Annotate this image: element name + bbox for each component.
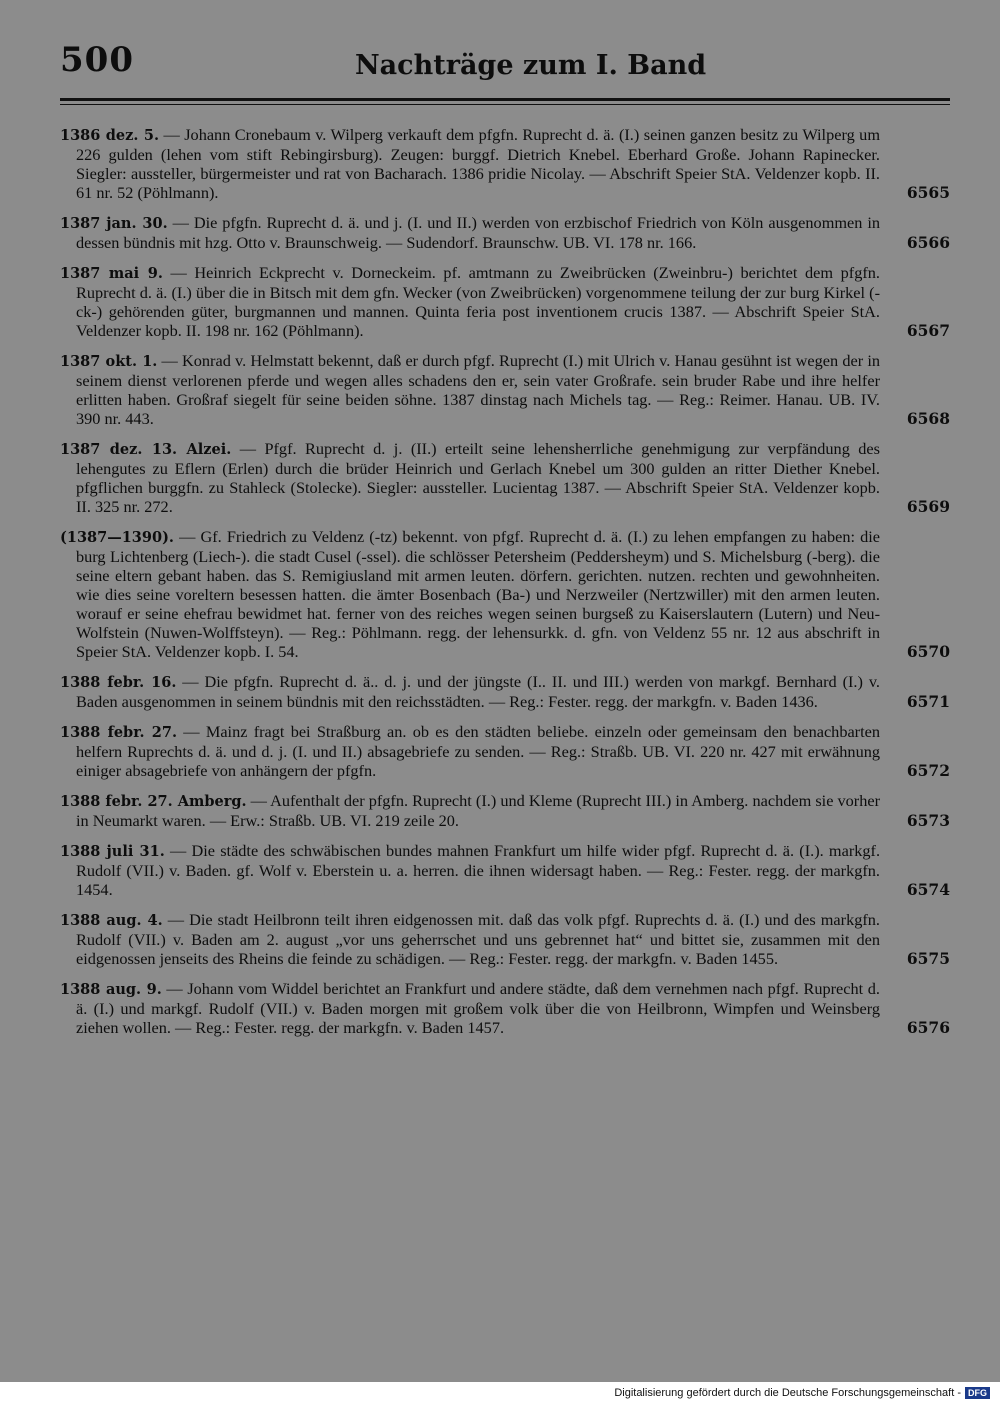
list-item <box>60 979 950 1037</box>
entry-date: 1387 jan. 30. <box>60 215 168 232</box>
entry-number: 6568 <box>906 409 950 428</box>
list-item <box>60 125 950 202</box>
entry-number: 6574 <box>906 880 950 899</box>
entry-number: 6567 <box>906 321 950 340</box>
page-number: 500 <box>60 40 134 80</box>
entry-number: 6565 <box>906 183 950 202</box>
entry-text: — Die pfgfn. Ruprecht d. ä. und j. (I. und II.) werden von erzbischof Friedrich von Köln ausgenommen in dessen bündnis mit hzg. Otto v. Braunschweig. — Sudendorf. Braunschw. UB. VI. 178 nr. 166. <box>76 213 880 252</box>
entry-number: 6576 <box>906 1018 950 1037</box>
entry-date: 1388 febr. 27. Amberg. <box>60 793 247 810</box>
list-item <box>60 672 950 711</box>
list-item <box>60 263 950 340</box>
entry-number: 6575 <box>906 949 950 968</box>
entry-text: — Heinrich Eckprecht v. Dorneckeim. pf. amtmann zu Zweibrücken (Zweinbru-) berichtet dem pfgfn. Ruprecht d. ä. (I.) über die in Bitsch mit dem gfn. Wecker (von Zweibrücken) vorgenommene teilung der zur burg Kirkel (-ck-) gehörenden güter, burgmannen und mannen. Quinta feria post inventionem crucis 1387. — Abschrift Speier StA. Veldenzer kopb. II. 198 nr. 162 (Pöhlmann). <box>76 263 880 340</box>
entry-text: — Mainz fragt bei Straßburg an. ob es den städten beliebe. einzeln oder gemeinsam den benachbarten helfern Ruprechts d. ä. und d. j. (I. und II.) absagebriefe zu senden. — Reg.: Straßb. UB. VI. 220 nr. 427 mit erwähnung einiger absagebriefe von anhängern der pfgfn. <box>76 722 880 780</box>
entry-date: 1388 juli 31. <box>60 843 165 860</box>
entry-text: — Johann vom Widdel berichtet an Frankfurt und andere städte, daß dem vernehmen nach pfgf. Ruprecht d. ä. (I.) und markgf. Rudolf (VII.) v. Baden morgen mit großem volk über die von Heilbronn, Wimpfen und Weinsberg ziehen wollen. — Reg.: Fester. regg. der markgfn. v. Baden 1457. <box>76 979 880 1037</box>
entry-text: — Aufenthalt der pfgfn. Ruprecht (I.) und Kleme (Ruprecht III.) in Amberg. nachdem sie vorher in Neumarkt waren. — Erw.: Straßb. UB. VI. 219 zeile 20. <box>76 791 881 830</box>
list-item <box>60 439 950 516</box>
list-item <box>60 527 950 661</box>
footer-credit <box>614 1387 990 1399</box>
list-item <box>60 351 950 428</box>
entry-date: 1387 okt. 1. <box>60 353 158 370</box>
footer-text: Digitalisierung gefördert durch die Deutsche Forschungsgemeinschaft - <box>614 1387 961 1399</box>
entry-text: — Die stadt Heilbronn teilt ihren eidgenossen mit. daß das volk pfgf. Ruprechts d. ä. (I.) und des markgfn. Rudolf (VII.) v. Baden am 2. august „vor uns geherrschet und uns gebrennet hat“ und bittet sie, zusammen mit den eidgenossen jenseits des Rheins die feinde zu schädigen. — Reg.: Fester. regg. der markgfn. v. Baden 1455. <box>76 910 880 968</box>
list-item <box>60 722 950 780</box>
entry-number: 6573 <box>906 811 950 830</box>
entry-text: — Konrad v. Helmstatt bekennt, daß er durch pfgf. Ruprecht (I.) mit Ulrich v. Hanau gesühnt ist wegen der in seinem dienst verlorenen pferde und wegen alles schadens den er, sein vater Großrafe. sein bruder Rabe und ihre helfer erlitten haben. Großraf siegelt für seine beiden söhne. 1387 dinstag nach Michels tag. — Reg.: Reimer. Hanau. UB. IV. 390 nr. 443. <box>76 351 880 428</box>
entry-number: 6572 <box>906 761 950 780</box>
entries-list <box>60 125 950 1048</box>
entry-text: — Die städte des schwäbischen bundes mahnen Frankfurt um hilfe wider pfgf. Ruprecht d. ä. (I.). markgf. Rudolf (VII.) v. Baden. gf. Wolf v. Eberstein u. a. herren. die ihnen widersagt haben. — Reg.: Fester. regg. der markgfn. 1454. <box>76 841 881 899</box>
entry-date: 1387 mai 9. <box>60 265 163 282</box>
header-rule <box>60 98 950 101</box>
page-title: Nachträge zum I. Band <box>355 50 707 81</box>
dfg-logo-icon: DFG <box>965 1387 990 1399</box>
entry-number: 6570 <box>906 642 950 661</box>
entry-text: — Johann Cronebaum v. Wilperg verkauft dem pfgfn. Ruprecht d. ä. (I.) seinen ganzen besitz zu Wilperg um 226 gulden (lehen vom stift Rebingirsburg). Zeugen: burggf. Dietrich Knebel. Eberhard Große. Johann Rapinecker. Siegler: aussteller, bürgermeister und rat von Bacharach. 1386 pridie Nicolay. — Abschrift Speier StA. Veldenzer kopb. II. 61 nr. 52 (Pöhlmann). <box>76 125 880 202</box>
list-item <box>60 791 950 830</box>
entry-date: 1388 aug. 9. <box>60 981 162 998</box>
entry-number: 6569 <box>906 497 950 516</box>
entry-date: 1388 aug. 4. <box>60 912 163 929</box>
header-rule-thin <box>60 104 950 105</box>
entry-date: 1387 dez. 13. Alzei. <box>60 441 232 458</box>
entry-number: 6571 <box>906 692 950 711</box>
entry-date: 1386 dez. 5. <box>60 127 160 144</box>
entry-date: 1388 febr. 16. <box>60 674 177 691</box>
list-item <box>60 841 950 899</box>
entry-date: (1387—1390). <box>60 529 174 546</box>
list-item <box>60 213 950 252</box>
list-item <box>60 910 950 968</box>
entry-text: — Die pfgfn. Ruprecht d. ä.. d. j. und der jüngste (I.. II. und III.) werden von markgf. Bernhard (I.) v. Baden ausgenommen in seinem bündnis mit den reichsstädten. — Reg.: Fester. regg. der markgfn. v. Baden 1436. <box>76 672 880 711</box>
entry-number: 6566 <box>906 233 950 252</box>
entry-text: — Gf. Friedrich zu Veldenz (-tz) bekennt. von pfgf. Ruprecht d. ä. (I.) zu lehen empfangen zu haben: die burg Lichtenberg (Liech-). die stadt Cusel (-ssel). die schlösser Petersheim (Peddersheym) und S. Michelsburg (-berg). die seine eltern gebant haben. das S. Remigiusland mit armen leuten. dörfern. gerichten. nutzen. rechten und gewohnheiten. wie dies seine voreltern besessen hatten. die ämter Bosenbach (Ba-) und Nerzweiler (Nertzwiller) mit den armen leuten. worauf er seine ehefrau bewidmet hat. ferner von des reiches wegen seinen burgseß zu Kaiserslautern (Lutern) und Neu-Wolfstein (Nuwen-Wolffsteyn). — Reg.: Pöhlmann. regg. der lehensurkk. d. gfn. von Veldenz 55 nr. 12 aus abschrift in Speier StA. Veldenzer kopb. I. 54. <box>76 527 880 661</box>
entry-text: — Pfgf. Ruprecht d. j. (II.) erteilt seine lehensherrliche genehmigung zur verpfändung des lehengutes zu Eflern (Erlen) durch die brüder Heinrich und Gerlach Knebel um 300 gulden an ritter Diether Knebel. pfgflichen burggfn. zu Stahleck (Stolecke). Siegler: aussteller. Lucientag 1387. — Abschrift Speier StA. Veldenzer kopb. II. 325 nr. 272. <box>76 439 880 516</box>
entry-date: 1388 febr. 27. <box>60 724 178 741</box>
